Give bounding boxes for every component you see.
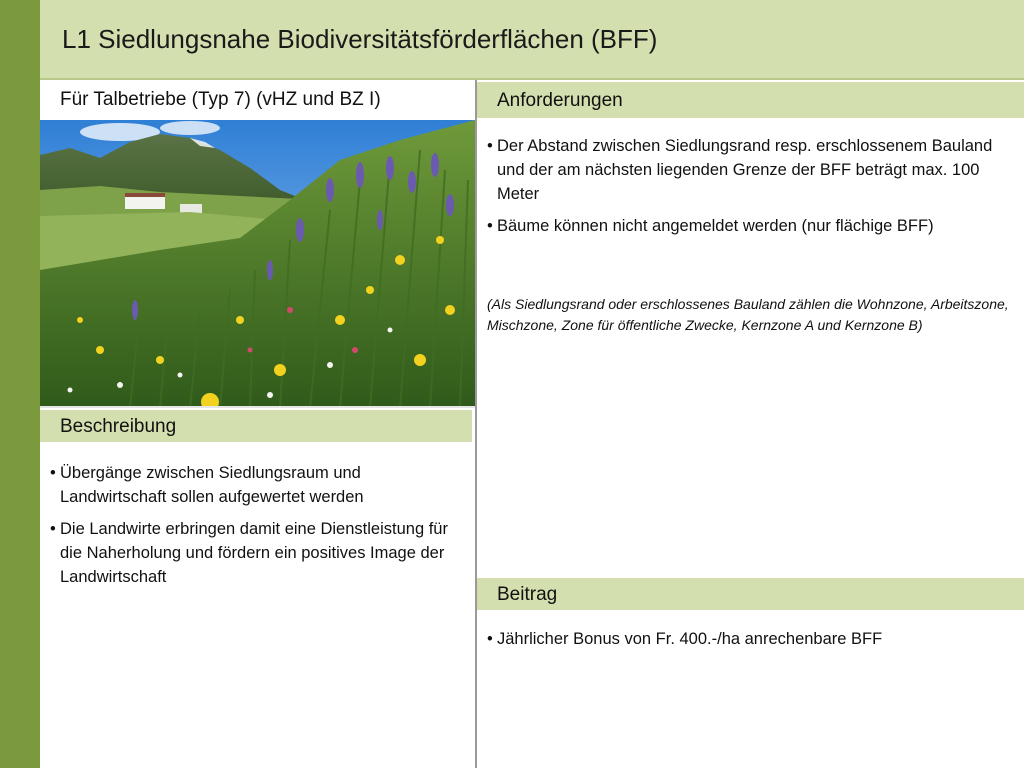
anforderungen-header	[477, 82, 1024, 118]
left-accent-bar	[0, 0, 40, 768]
slide-title: L1 Siedlungsnahe Biodiversitätsförderflächen (BFF)	[62, 24, 658, 54]
beschreibung-heading: Beschreibung	[60, 416, 177, 437]
list-item: • Jährlicher Bonus von Fr. 400.-/ha anrechenbare BFF	[487, 627, 1007, 651]
list-item: • Die Landwirte erbringen damit eine Dienstleistung für die Naherholung und fördern ein positives Image der Landwirtschaft	[50, 517, 460, 589]
left-header	[40, 80, 475, 120]
list-item: • Der Abstand zwischen Siedlungsrand resp. erschlossenem Bauland und der am nächsten liegenden Grenze der BFF beträgt max. 100 Meter	[487, 134, 1007, 206]
left-header-text: Für Talbetriebe (Typ 7) (vHZ und BZ I)	[60, 89, 381, 110]
beitrag-heading: Beitrag	[497, 584, 558, 605]
beschreibung-list	[50, 461, 460, 597]
wildflower-meadow-photo	[40, 120, 475, 408]
beschreibung-header	[40, 410, 472, 442]
column-divider	[475, 80, 477, 768]
list-item: • Übergänge zwischen Siedlungsraum und Landwirtschaft sollen aufgewertet werden	[50, 461, 460, 509]
anforderungen-heading: Anforderungen	[497, 90, 623, 111]
anforderungen-note: (Als Siedlungsrand oder erschlossenes Bauland zählen die Wohnzone, Arbeitszone, Mischzone, Zone für öffentliche Zwecke, Kernzone A und Kernzone B)	[487, 296, 1009, 333]
beitrag-list	[487, 627, 1007, 659]
list-item: • Bäume können nicht angemeldet werden (nur flächige BFF)	[487, 214, 1007, 238]
beitrag-header	[477, 578, 1024, 610]
anforderungen-list	[487, 134, 1007, 246]
